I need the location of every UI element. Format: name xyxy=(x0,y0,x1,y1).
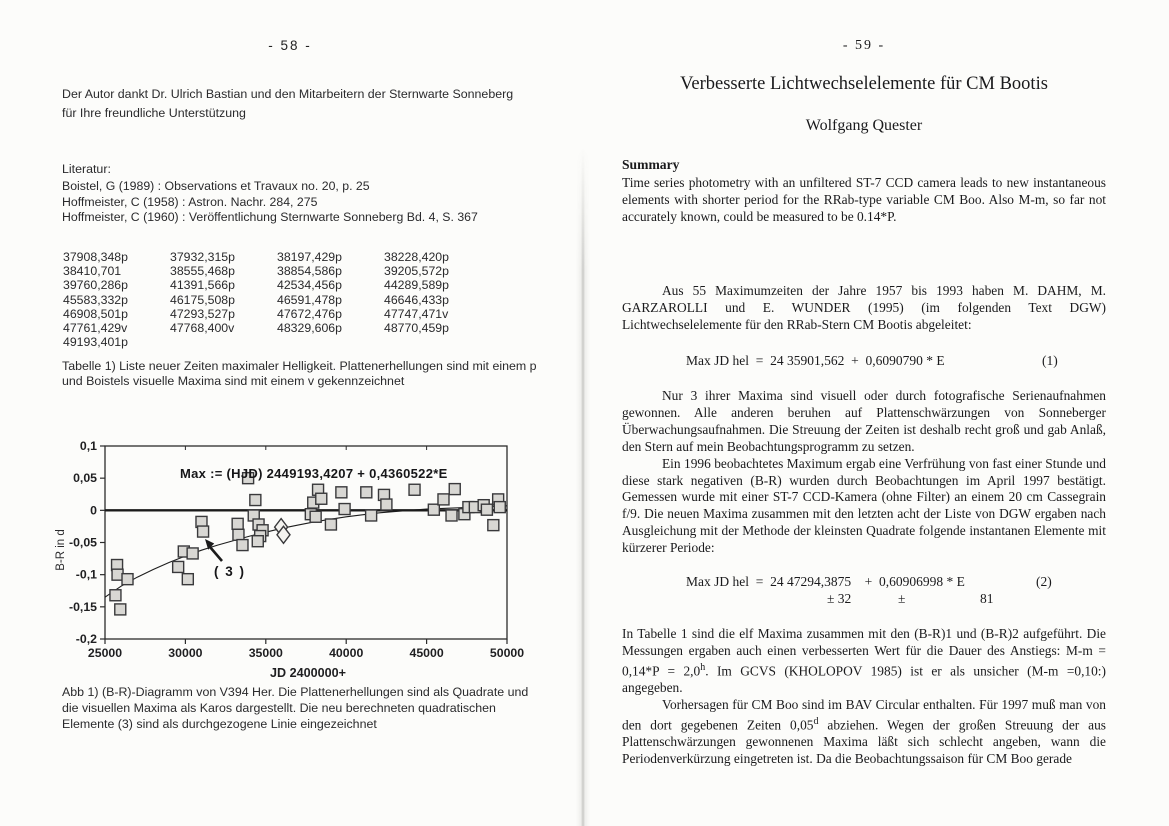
paragraph-2: Nur 3 ihrer Maxima sind visuell oder durch fotografische Serienaufnahmen gewonnen. Alle anderen beruhen auf Plattenschwärzungen von Sonneberger Überwachungsaufnahmen. Die Streuung der Zeiten ist deshalb recht groß und gab Anlaß, den Stern auf mein Beobachtungsprogramm zu setzen. xyxy=(622,388,1106,454)
table-row xyxy=(63,250,494,264)
x-tick-label: 50000 xyxy=(489,646,525,660)
table-cell: 39205,572p xyxy=(384,264,449,279)
data-point-square xyxy=(237,540,248,551)
data-point-square xyxy=(488,520,499,531)
data-point-square xyxy=(173,561,184,572)
table-cell: 38555,468p xyxy=(170,264,235,279)
error-plusminus: ± xyxy=(898,591,906,606)
data-point-square xyxy=(252,536,263,547)
br-diagram xyxy=(50,418,570,684)
y-axis-label: B-R in d xyxy=(55,529,67,571)
superscript: d xyxy=(813,715,819,727)
data-point-square xyxy=(449,484,460,495)
paragraph-4 xyxy=(622,626,1106,697)
paragraph-1: Aus 55 Maximumzeiten der Jahre 1957 bis 1993 haben M. DAHM, M. GARZAROLLI und E. WUNDER (1995) (im folgenden Text DGW) Lichtwechselelemente für den RRab-Stern CM Bootis abgeleitet: xyxy=(622,283,1106,332)
chart-annotation: Max := (HJD) 2449193,4207 + 0,4360522*E xyxy=(180,466,448,481)
equation-2-number: (2) xyxy=(1036,574,1052,589)
x-tick-label: 40000 xyxy=(329,646,364,660)
table-cell: 46591,478p xyxy=(277,292,342,307)
data-point-square xyxy=(115,604,126,615)
table-row xyxy=(63,307,494,321)
data-point-square xyxy=(366,510,377,521)
y-tick-label: -0,2 xyxy=(75,632,97,646)
data-point-square xyxy=(446,510,457,521)
data-point-square xyxy=(187,548,198,559)
summary-heading: Summary xyxy=(622,157,680,172)
curve-arrow xyxy=(210,547,222,561)
maxima-table xyxy=(63,250,494,349)
paragraph-3: Ein 1996 beobachtetes Maximum ergab eine Verfrühung von fast einer Stunde und diese stark negativen (B-R) wurden durch Beobachtungen im April 1997 bestätigt. Gemessen wurde mit einer ST-7 CCD-Kamera (ohne Filter) an einem 20 cm Cassegrain f/9. Die neuen Maxima zusammen mit den letzten acht der Liste von DGW ergaben nach Ausgleichung mit der Methode der kleinsten Quadrate folgende instantanen Elemente mit kürzerer Periode: xyxy=(622,455,1106,556)
data-point-square xyxy=(316,493,327,504)
x-tick-label: 25000 xyxy=(87,646,123,660)
reference-list xyxy=(62,179,542,226)
text-segment: In Tabelle 1 sind die elf Maxima zusammen mit den (B-R)1 und (B-R)2 aufgeführt. Die Messungen ergaben auch einen verbesserten Wert für die Dauer des Anstiegs: M-m = 0,14*P = 2,0 xyxy=(622,626,1106,679)
data-point-square xyxy=(325,519,336,530)
reference-entry: Hoffmeister, C (1958) : Astron. Nachr. 284, 275 xyxy=(62,194,318,209)
acknowledgment-text: Der Autor dankt Dr. Ulrich Bastian und den Mitarbeitern der Sternwarte Sonneberg für Ihre freundliche Unterstützung xyxy=(62,87,514,120)
page-number-right: - 59 - xyxy=(842,38,886,53)
table-cell: 46908,501p xyxy=(63,306,128,321)
reference-entry: Hoffmeister, C (1960) : Veröffentlichung Sternwarte Sonneberg Bd. 4, S. 367 xyxy=(62,210,478,224)
x-axis-label: JD 2400000+ xyxy=(270,666,346,680)
table-row xyxy=(63,335,494,349)
table-cell: 38410,701 xyxy=(63,264,122,279)
table-row xyxy=(63,321,494,335)
br-diagram-svg xyxy=(50,418,570,684)
data-point-square xyxy=(250,495,261,506)
summary-text: Time series photometry with an unfiltered ST-7 CCD camera leads to new instantaneous elements with shorter period for the RRab-type variable CM Boo. Also M-m, so far not accurately known, could be measured to be 0.14*P. xyxy=(622,175,1106,224)
reference-entry: Boistel, G (1989) : Observations et Travaux no. 20, p. 25 xyxy=(62,179,370,193)
equation-2-body: Max JD hel = 24 47294,3875 + 0,60906998 * E xyxy=(686,574,965,589)
table-row xyxy=(63,264,494,278)
y-tick-label: 0,1 xyxy=(79,439,97,453)
data-point-square xyxy=(361,487,372,498)
x-tick-label: 30000 xyxy=(168,646,203,660)
table-cell: 38197,429p xyxy=(277,250,342,264)
table-cell: 37932,315p xyxy=(170,250,235,264)
data-point-square xyxy=(122,574,133,585)
data-point-square xyxy=(438,494,449,505)
text-segment: Vorhersagen für CM Boo sind im BAV Circular enthalten. Für 1997 muß man von den dort gegebenen Zeiten 0,05 xyxy=(622,697,1106,733)
table-cell: 48329,606p xyxy=(277,320,342,335)
equation-1-body: Max JD hel = 24 35901,562 + 0,6090790 * E xyxy=(686,353,945,368)
error-term-2: 81 xyxy=(980,591,994,606)
data-point-square xyxy=(494,502,505,513)
literatur-heading: Literatur: xyxy=(62,162,111,176)
data-point-square xyxy=(198,526,209,537)
table-cell: 45583,332p xyxy=(63,292,128,307)
data-point-square xyxy=(182,574,193,585)
table-cell: 47768,400v xyxy=(170,320,235,335)
page-58 xyxy=(0,0,583,826)
article-title: Verbesserte Lichtwechselelemente für CM Bootis xyxy=(680,74,1048,94)
table-cell: 47747,471v xyxy=(384,306,449,321)
table-row xyxy=(63,293,494,307)
y-tick-label: -0,1 xyxy=(75,567,97,582)
y-tick-label: 0,05 xyxy=(73,471,97,486)
table-row xyxy=(63,278,494,292)
table-caption: Tabelle 1) Liste neuer Zeiten maximaler Helligkeit. Plattenerhellungen sind mit einem p und Boistels visuelle Maxima sind mit einem v gekennzeichnet xyxy=(62,359,537,389)
table-cell: 41391,566p xyxy=(170,278,235,293)
table-cell: 49193,401p xyxy=(63,335,128,350)
equation-2-errors xyxy=(622,591,1106,608)
data-point-square xyxy=(336,487,347,498)
table-cell: 48770,459p xyxy=(384,320,449,335)
table-cell: 47761,429v xyxy=(63,320,128,335)
equation-1-number: (1) xyxy=(1042,353,1058,368)
data-point-square xyxy=(409,484,420,495)
data-point-square xyxy=(310,511,321,522)
text-segment: . Im GCVS (KHOLOPOV 1985) ist er als unsicher (M-m =0,10:) angegeben. xyxy=(622,663,1106,696)
data-point-square xyxy=(232,518,243,529)
error-term-1: ± 32 xyxy=(827,591,852,606)
table-cell: 47293,527p xyxy=(170,306,235,321)
x-tick-label: 45000 xyxy=(409,646,444,660)
table-cell: 39760,286p xyxy=(63,278,128,293)
page-number-left: - 58 - xyxy=(268,38,312,53)
data-point-square xyxy=(428,504,439,515)
x-tick-label: 35000 xyxy=(248,646,283,660)
table-cell: 42534,456p xyxy=(277,278,342,293)
page-59 xyxy=(622,0,1106,826)
table-cell: 38228,420p xyxy=(384,250,449,264)
table-cell: 47672,476p xyxy=(277,306,342,321)
paragraphs-2-3 xyxy=(622,388,1106,557)
figure-caption: Abb 1) (B-R)-Diagramm von V394 Her. Die Plattenerhellungen sind als Quadrate und die visuellen Maxima als Karos dargestellt. Die neu berechneten quadratischen Elemente (3) sind als durchgezogene Linie eingezeichnet xyxy=(62,685,529,731)
paragraph-5 xyxy=(622,697,1106,768)
data-point-square xyxy=(339,504,350,515)
article-author: Wolfgang Quester xyxy=(805,117,923,134)
table-cell: 44289,589p xyxy=(384,278,449,293)
y-tick-label: -0,15 xyxy=(68,599,97,614)
table-cell: 38854,586p xyxy=(277,264,342,279)
table-cell: 37908,348p xyxy=(63,250,128,264)
data-point-square xyxy=(481,504,492,515)
curve-label: ( 3 ) xyxy=(214,564,246,579)
y-tick-label: 0 xyxy=(90,503,97,518)
page-fold-shadow xyxy=(576,148,590,826)
y-tick-label: -0,05 xyxy=(68,535,97,550)
text-segment: abziehen. Wegen der großen Streuung der aus Plattenschwärzungen gewonnenen Maxima läßt sich schlecht angeben, wann die Periodenverkürzung eingetreten ist. Da die Beobachtungssaison für CM Boo gerade xyxy=(622,717,1106,767)
table-cell: 46175,508p xyxy=(170,292,235,307)
table-cell: 46646,433p xyxy=(384,292,449,307)
data-point-square xyxy=(381,499,392,510)
superscript: h xyxy=(700,661,706,673)
data-point-square xyxy=(233,529,244,540)
data-point-square xyxy=(110,590,121,601)
